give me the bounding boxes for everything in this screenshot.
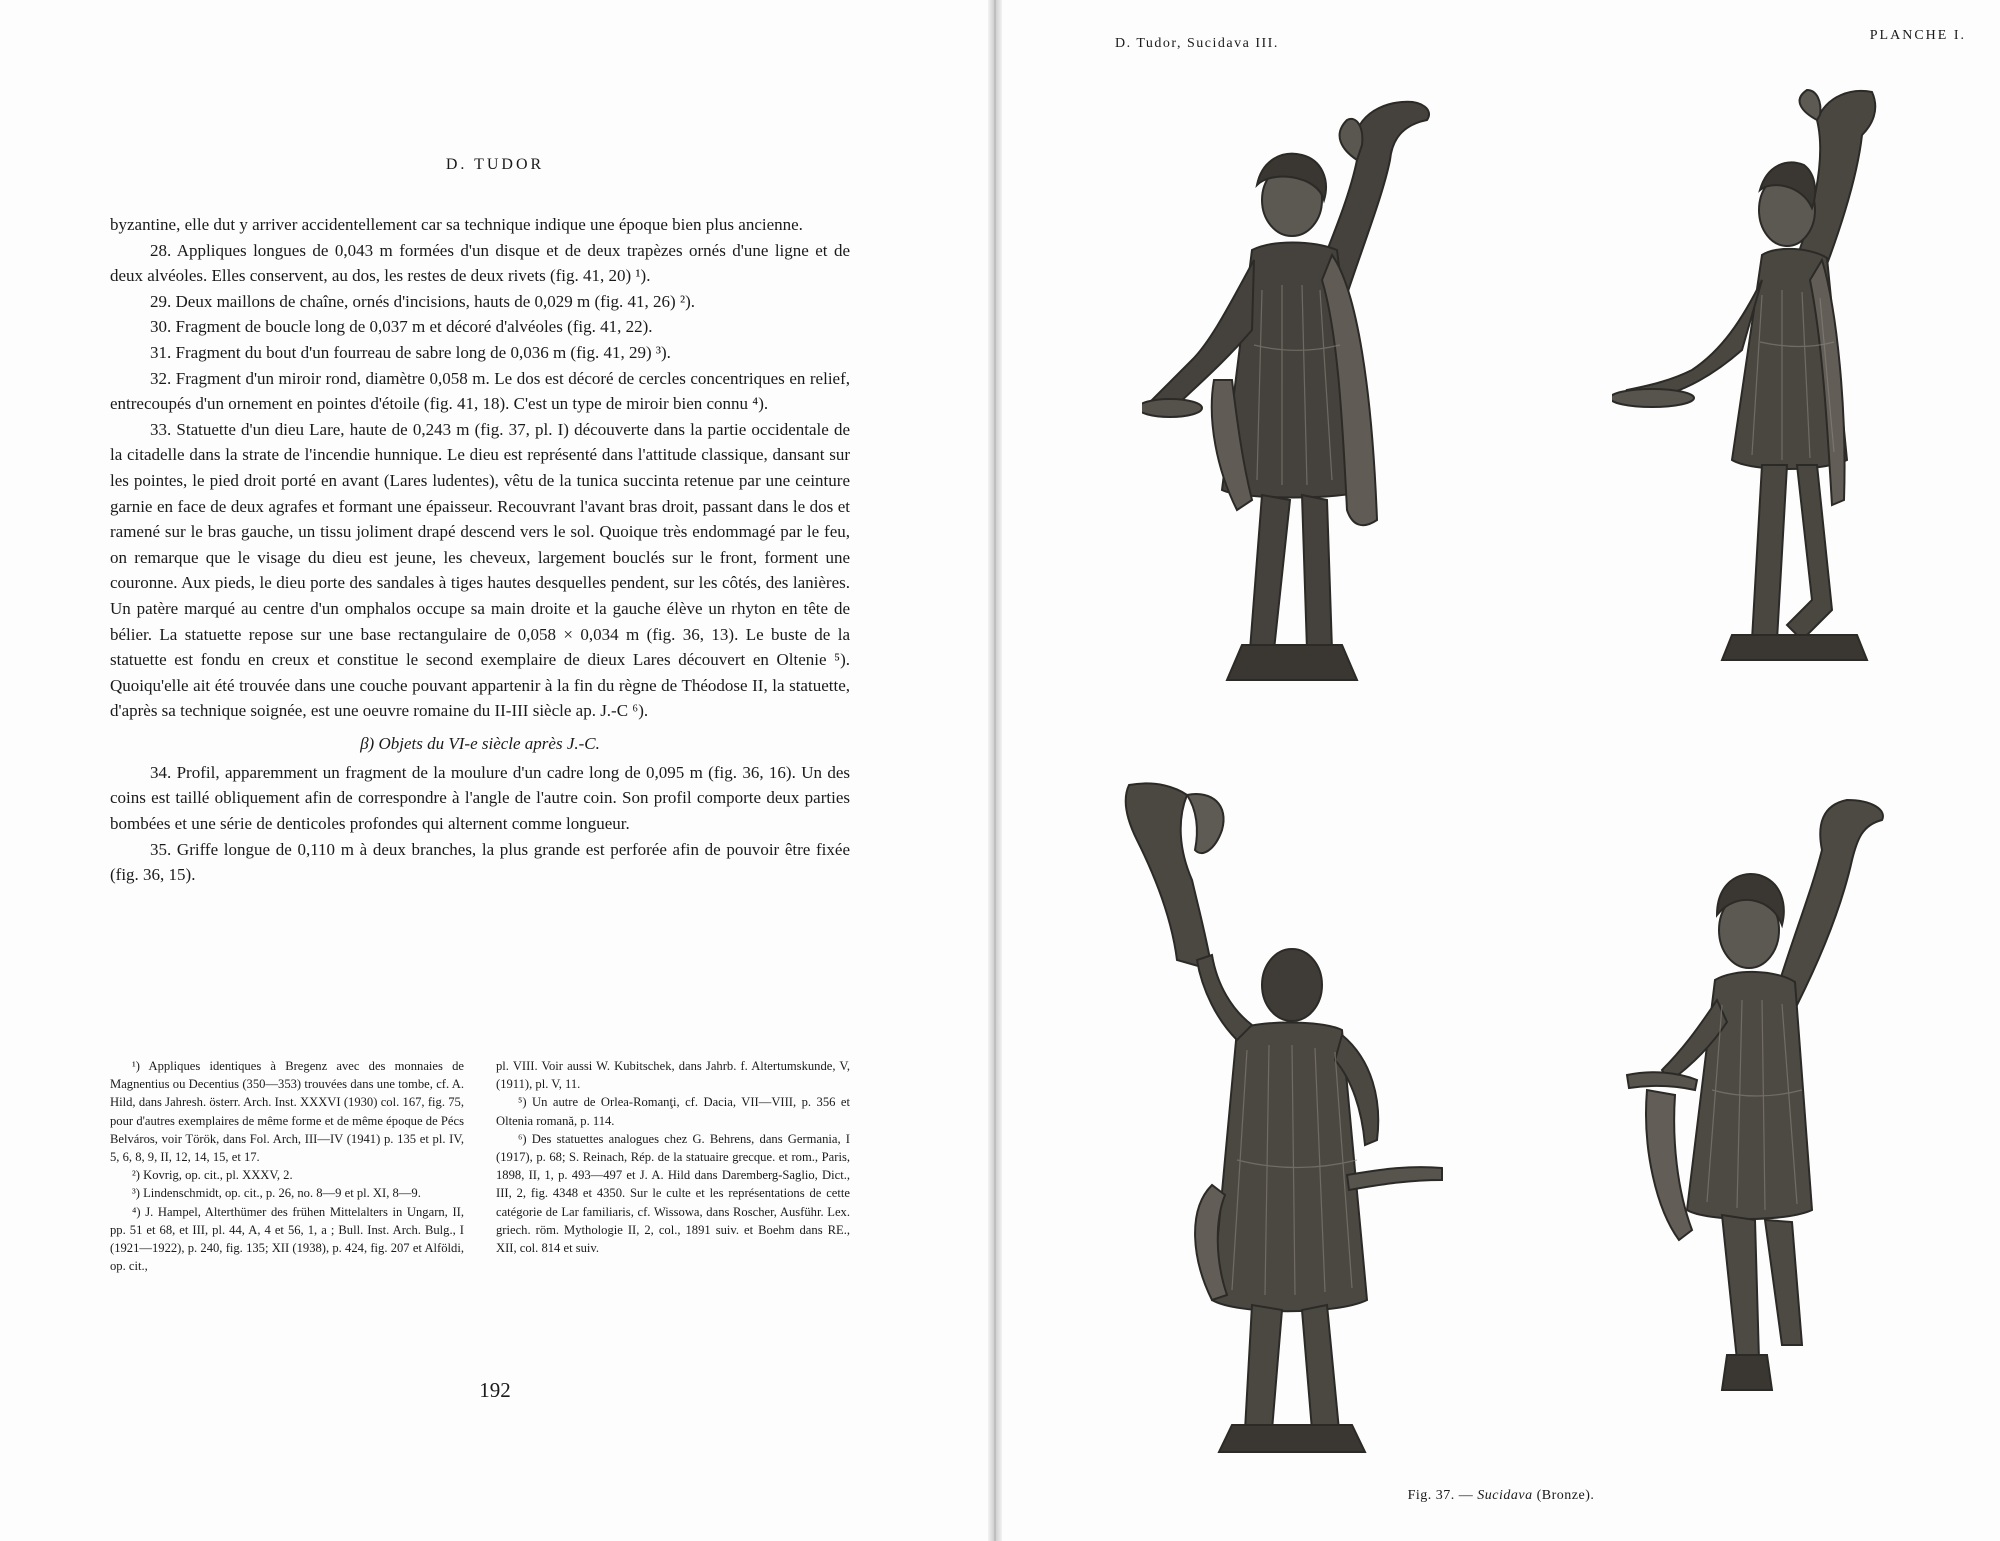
statuette-three-quarter-image — [1587, 790, 1907, 1460]
footnote-3: ³) Lindenschmidt, op. cit., p. 26, no. 8—9 et pl. XI, 8—9. — [132, 1186, 421, 1201]
footnotes — [110, 1057, 850, 1275]
footnote-6: ⁶) Des statuettes analogues chez G. Behrens, dans Germania, I (1917), p. 68; S. Reinach, Rép. de la statuaire grecque. et rom., Paris, 1898, II, 1, p. 493—497 et J. A. Hild dans Daremberg-Saglio, Dict., III, 2, fig. 4348 et 4350. Sur le culte et les représentations de cette catégorie de Lar familiaris, cf. Wissowa, dans Roscher, Ausführ. Lex. griech. röm. Mythologie II, 2, col., 1891 suiv. et Boehm dans RE., XII, col. 814 et suiv. — [496, 1131, 850, 1256]
right-page — [1002, 0, 2000, 1541]
section-heading: β) Objets du VI-e siècle après J.-C. — [360, 733, 600, 753]
footnote-4: ⁴) J. Hampel, Alterthümer des frühen Mittelalters in Ungarn, II, pp. 51 et 68, et III, pl. 44, A, 4 et 56, 1, a ; Bull. Inst. Arch. Bulg., I (1921—1922), p. 240, fig. 135; XII (1938), p. 424, fig. 207 et Alföldi, op. cit., — [110, 1204, 464, 1274]
paragraph-item-30: 30. Fragment de boucle long de 0,037 m et décoré d'alvéoles (fig. 41, 22). — [150, 317, 653, 337]
paragraph-item-32: 32. Fragment d'un miroir rond, diamètre 0,058 m. Le dos est décoré de cercles concentriques en relief, entrecoupés d'un ornement en pointes d'étoile (fig. 41, 18). C'est un type de miroir bien connu ⁴). — [110, 368, 850, 414]
footnote-2: ²) Kovrig, op. cit., pl. XXXV, 2. — [132, 1168, 293, 1183]
footnotes-column-2 — [496, 1057, 850, 1275]
paragraph-item-34: 34. Profil, apparemment un fragment de la moulure d'un cadre long de 0,095 m (fig. 36, 16). Un des coins est taillé obliquement afin de correspondre à l'angle de l'autre coin. Son profil comporte deux parties bombées et une série de denticoles profondes qui alternent comme longueur. — [110, 762, 850, 834]
body-text — [110, 212, 850, 888]
caption-prefix: Fig. 37. — — [1407, 1488, 1478, 1503]
paragraph-continued: byzantine, elle dut y arriver accidentellement car sa technique indique une époque bien plus ancienne. — [110, 215, 803, 234]
figure-caption — [1002, 1488, 2000, 1504]
statuette-front-image — [1142, 90, 1442, 740]
statuette-side-image — [1612, 80, 1942, 730]
footnotes-column-1 — [110, 1057, 464, 1275]
statuette-back-image — [1117, 780, 1457, 1460]
footnote-4-continued: pl. VIII. Voir aussi W. Kubitschek, dans Jahrb. f. Altertumskunde, V, (1911), pl. V, 11. — [496, 1059, 850, 1092]
paragraph-item-35: 35. Griffe longue de 0,110 m à deux branches, la plus grande est perforée afin de pouvoir être fixée (fig. 36, 15). — [110, 839, 850, 885]
paragraph-item-28: 28. Appliques longues de 0,043 m formées d'un disque et de deux trapèzes ornés d'une ligne et de deux alvéoles. Elles conservent, au dos, les restes de deux rivets (fig. 41, 20) ¹). — [110, 240, 850, 286]
paragraph-item-29: 29. Deux maillons de chaîne, ornés d'incisions, hauts de 0,029 m (fig. 41, 26) ²). — [150, 291, 695, 311]
caption-site-name: Sucidava — [1477, 1488, 1533, 1503]
statuette-side-view — [1612, 80, 1942, 730]
footnote-1: ¹) Appliques identiques à Bregenz avec des monnaies de Magnentius ou Decentius (350—353) trouvées dans une tombe, cf. A. Hild, dans Jahresh. österr. Arch. Inst. XXXVI (1930) col. 167, fig. 75, pour d'autres exemplaires de même forme et de même époque de Pécs Belváros, voir Török, dans Fol. Arch, III—IV (1941) p. 135 et pl. IV, 5, 6, 8, 9, II, 12, 14, 15, et 17. — [110, 1059, 464, 1165]
statuette-three-quarter-view — [1587, 790, 1907, 1460]
statuette-back-view — [1117, 780, 1457, 1460]
plate-header-left: D. Tudor, Sucidava III. — [1115, 36, 1279, 51]
paragraph-item-33: 33. Statuette d'un dieu Lare, haute de 0,243 m (fig. 37, pl. I) découverte dans la partie occidentale de la citadelle dans la strate de l'incendie hunnique. Le dieu est représenté dans l'attitude classique, dansant sur les pointes, le pied droit porté en avant (Lares ludentes), vêtu de la tunica succinta retenue par une ceinture garnie en face de deux agrafes et formant une épaisseur. Recouvrant l'avant bras droit, passant dans le dos et ramené sur le bras gauche, un tissu joliment drapé descend vers le sol. Quoique très endommagé par le feu, on remarque que le visage du dieu est jeune, les cheveux, largement bouclés sur le front, forment une couronne. Aux pieds, le dieu porte des sandales à tiges hautes desquelles pendent, sur les côtés, des lanières. Un patère marqué au centre d'un omphalos occupe sa main droite et la gauche élève un rhyton en tête de bélier. La statuette repose sur une base rectangulaire de 0,058 × 0,034 m (fig. 36, 13). Le buste de la statuette est fondu en creux et constitue le second exemplaire de dieux Lares découvert en Oltenie ⁵). Quoiqu'elle ait été trouvée dans une couche pouvant appartenir à la fin du règne de Théodose II, la statuette, d'après sa technique soignée, est une oeuvre romaine du II-III siècle ap. J.-C ⁶). — [110, 419, 850, 721]
running-head: D. TUDOR — [445, 156, 545, 173]
left-page — [0, 0, 990, 1541]
book-gutter — [988, 0, 1002, 1541]
caption-suffix: (Bronze). — [1532, 1488, 1595, 1503]
page-number: 192 — [479, 1378, 511, 1402]
plate-header-right: PLANCHE I. — [1869, 28, 1966, 43]
footnote-5: ⁵) Un autre de Orlea-Romanţi, cf. Dacia, VII—VIII, p. 356 et Oltenia romană, p. 114. — [496, 1095, 850, 1128]
statuette-front-view — [1142, 90, 1442, 740]
paragraph-item-31: 31. Fragment du bout d'un fourreau de sabre long de 0,036 m (fig. 41, 29) ³). — [150, 342, 671, 362]
